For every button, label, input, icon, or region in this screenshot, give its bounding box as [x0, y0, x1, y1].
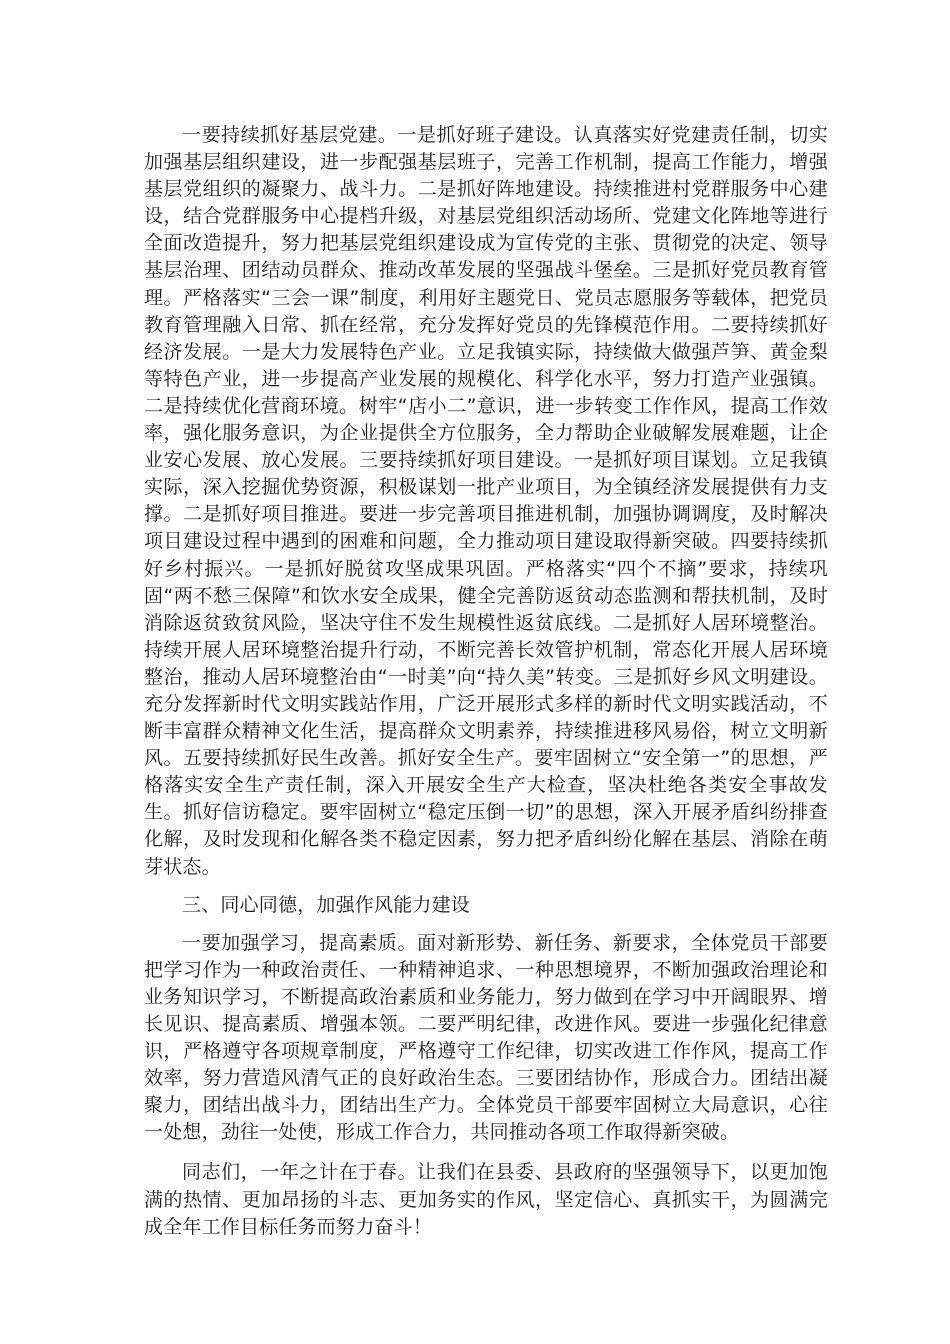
- paragraph-study-discipline-unity: 一要加强学习，提高素质。面对新形势、新任务、新要求，全体党员干部要把学习作为一种政治责任、一种精神追求、一种思想境界，不断加强政治理论和业务知识学习，不断提高政治素质和业务能力，努力做到在学习中开阔眼界、增长见识、提高素质、增强本领。二要严明纪律，改进作风。要进一步强化纪律意识，严格遵守各项规章制度，严格遵守工作纪律，切实改进工作作风，提高工作效率，努力营造风清气正的良好政治生态。三要团结协作，形成合力。团结出凝聚力，团结出战斗力，团结出生产力。全体党员干部要牢固树立大局意识，心往一处想，劲往一处使，形成工作合力，共同推动各项工作取得新突破。: [144, 931, 828, 1144]
- paragraph-closing-remarks: 同志们，一年之计在于春。让我们在县委、县政府的坚强领导下，以更加饱满的热情、更加昂扬的斗志、更加务实的作风，坚定信心、真抓实干，为圆满完成全年工作目标任务而努力奋斗！: [144, 1161, 828, 1238]
- document-page: [144, 122, 828, 1241]
- section-heading-work-style: 三、同心同德，加强作风能力建设: [182, 893, 471, 916]
- paragraph-party-building-economy-projects: 一要持续抓好基层党建。一是抓好班子建设。认真落实好党建责任制，切实加强基层组织建设，进一步配强基层班子，完善工作机制，提高工作能力，增强基层党组织的凝聚力、战斗力。二是抓好阵地建设。持续推进村党群服务中心建设，结合党群服务中心提档升级，对基层党组织活动场所、党建文化阵地等进行全面改造提升，努力把基层党组织建设成为宣传党的主张、贯彻党的决定、领导基层治理、团结动员群众、推动改革发展的坚强战斗堡垒。三是抓好党员教育管理。严格落实“三会一课”制度，利用好主题党日、党员志愿服务等载体，把党员教育管理融入日常、抓在经常，充分发挥好党员的先锋模范作用。二要持续抓好经济发展。一是大力发展特色产业。立足我镇实际，持续做大做强芦笋、黄金梨等特色产业，进一步提高产业发展的规模化、科学化水平，努力打造产业强镇。二是持续优化营商环境。树牢“店小二”意识，进一步转变工作作风，提高工作效率，强化服务意识，为企业提供全方位服务，全力帮助企业破解发展难题，让企业安心发展、放心发展。三要持续抓好项目建设。一是抓好项目谋划。立足我镇实际，深入挖掘优势资源，积极谋划一批产业项目，为全镇经济发展提供有力支撑。二是抓好项目推进。要进一步完善项目推进机制，加强协调调度，及时解决项目建设过程中遇到的困难和问题，全力推动项目建设取得新突破。四要持续抓好乡村振兴。一是抓好脱贫攻坚成果巩固。严格落实“四个不摘”要求，持续巩固“两不愁三保障”和饮水安全成果，健全完善防返贫动态监测和帮扶机制，及时消除返贫致贫风险，坚决守住不发生规模性返贫底线。二是抓好人居环境整治。持续开展人居环境整治提升行动，不断完善长效管护机制，常态化开展人居环境整治，推动人居环境整治由“一时美”向“持久美”转变。三是抓好乡风文明建设。充分发挥新时代文明实践站作用，广泛开展形式多样的新时代文明实践活动，不断丰富群众精神文化生活，提高群众文明素养，持续推进移风易俗，树立文明新风。五要持续抓好民生改善。抓好安全生产。要牢固树立“安全第一”的思想，严格落实安全生产责任制，深入开展安全生产大检查，坚决杜绝各类安全事故发生。抓好信访稳定。要牢固树立“稳定压倒一切”的思想，深入开展矛盾纠纷排查化解，及时发现和化解各类不稳定因素，努力把矛盾纠纷化解在基层、消除在萌芽状态。: [144, 124, 828, 878]
